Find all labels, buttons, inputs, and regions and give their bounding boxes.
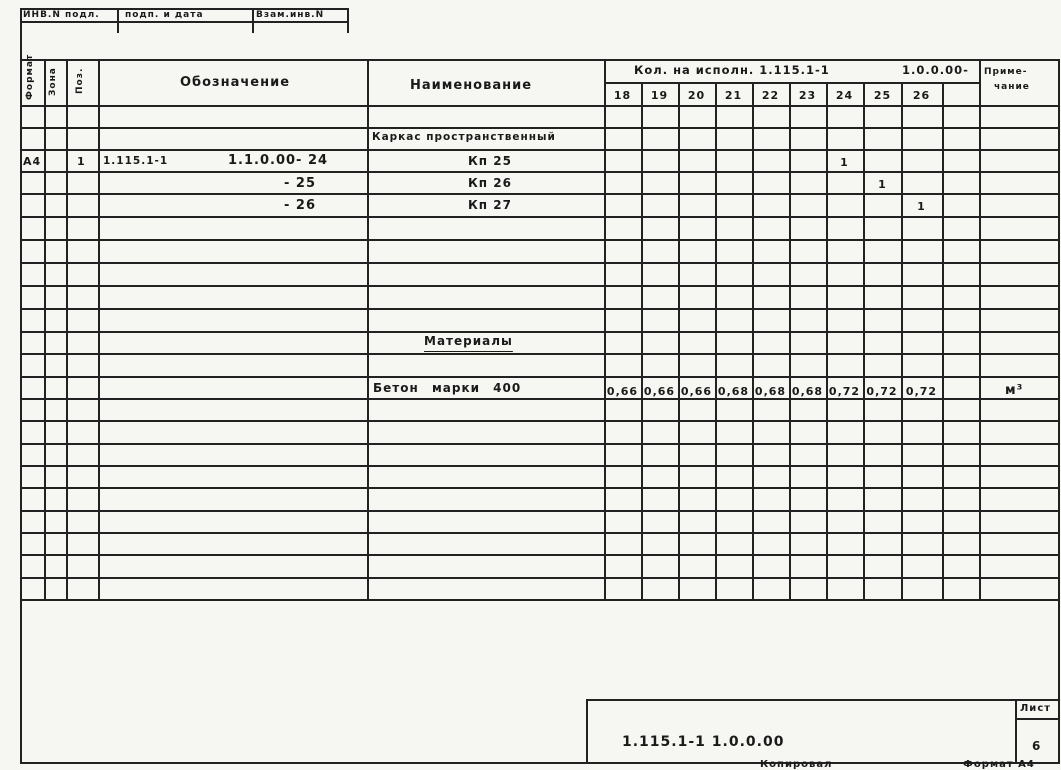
- header-exec-18: 18: [613, 89, 632, 102]
- title-block-sheet-label-line: [1015, 718, 1060, 720]
- title-block-code: 1.115.1-1 1.0.0.00: [622, 734, 785, 750]
- title-block-left: [586, 699, 588, 763]
- stamp-podp-data: подп. и дата: [125, 10, 204, 20]
- col-line-21: [752, 82, 754, 600]
- row2-qty-25: 1: [878, 178, 887, 191]
- material-value-26: 0,72: [905, 385, 938, 398]
- col-line-prim: [979, 59, 981, 600]
- row-line: [20, 285, 1060, 287]
- col-line-format: [44, 59, 46, 600]
- header-bottom-border: [20, 105, 1060, 107]
- header-subdivider: [604, 82, 980, 84]
- col-line-24: [863, 82, 865, 600]
- stamp-vzam-inv: Взам.инв.N: [256, 10, 325, 20]
- section-title: Каркас пространственный: [372, 131, 556, 143]
- material-name: Бетон марки 400: [373, 381, 522, 395]
- col-line-25: [901, 82, 903, 600]
- col-line-18: [641, 82, 643, 600]
- col-line-19: [678, 82, 680, 600]
- col-line-naim: [604, 59, 606, 600]
- row1-format: А4: [23, 155, 42, 168]
- header-exec-23: 23: [798, 89, 817, 102]
- row1-poz: 1: [77, 155, 86, 168]
- material-value-24: 0,72: [828, 385, 861, 398]
- header-exec-22: 22: [761, 89, 780, 102]
- footer-copied: Копировал: [760, 759, 833, 770]
- col-line-20: [715, 82, 717, 600]
- footer-format: Формат А4: [963, 759, 1035, 770]
- row-line: [20, 554, 1060, 556]
- material-value-22: 0,68: [754, 385, 787, 398]
- header-poz: Поз.: [75, 67, 85, 94]
- col-line-23: [826, 82, 828, 600]
- row-line: [20, 465, 1060, 467]
- row1-code-prefix: 1.115.1-1: [103, 155, 169, 167]
- row-line: [20, 376, 1060, 378]
- header-exec-20: 20: [687, 89, 706, 102]
- row-line: [20, 149, 1060, 151]
- row2-name: Кп 26: [468, 176, 512, 190]
- row-line: [20, 510, 1060, 512]
- title-block-sheet-label: Лист: [1020, 703, 1052, 714]
- row-line: [20, 532, 1060, 534]
- col-line-zona: [66, 59, 68, 600]
- header-kol-code: 1.0.0.00-: [902, 63, 969, 77]
- row-line: [20, 216, 1060, 218]
- title-block-top: [586, 699, 1060, 701]
- material-value-19: 0,66: [643, 385, 676, 398]
- stamp-border-left: [20, 8, 22, 33]
- row3-name: Кп 27: [468, 198, 512, 212]
- row2-code: - 25: [284, 176, 317, 191]
- row-line: [20, 239, 1060, 241]
- header-exec-26: 26: [912, 89, 931, 102]
- col-line-oboz: [367, 59, 369, 600]
- header-exec-25: 25: [873, 89, 892, 102]
- row1-code: 1.1.0.00- 24: [228, 153, 329, 168]
- frame-right-border: [1058, 59, 1060, 763]
- row1-name: Кп 25: [468, 154, 512, 168]
- header-format: Формат: [25, 53, 35, 100]
- header-kol-title: Кол. на исполн. 1.115.1-1: [634, 63, 830, 77]
- row3-code: - 26: [284, 198, 317, 213]
- col-line-22: [789, 82, 791, 600]
- table-top-border: [20, 59, 1060, 61]
- stamp-divider-2: [252, 8, 254, 33]
- row-line: [20, 420, 1060, 422]
- row-line: [20, 171, 1060, 173]
- stamp-border-mid: [20, 21, 348, 23]
- row-line: [20, 262, 1060, 264]
- material-unit: м³: [1005, 383, 1024, 398]
- header-exec-21: 21: [724, 89, 743, 102]
- header-primechanie-2: чание: [994, 82, 1030, 92]
- material-value-25: 0,72: [866, 385, 898, 398]
- row-line: [20, 193, 1060, 195]
- material-value-20: 0,66: [680, 385, 713, 398]
- stamp-border-right: [347, 8, 349, 33]
- materials-title: Материалы: [424, 334, 513, 348]
- row1-qty-24: 1: [840, 156, 849, 169]
- material-value-21: 0,68: [717, 385, 750, 398]
- row-line: [20, 331, 1060, 333]
- header-zona: Зона: [48, 67, 58, 96]
- row3-qty-26: 1: [917, 200, 926, 213]
- header-exec-19: 19: [650, 89, 669, 102]
- stamp-divider-1: [117, 8, 119, 33]
- material-value-23: 0,68: [791, 385, 824, 398]
- header-naimenovanie: Наименование: [410, 78, 533, 93]
- col-line-26: [942, 82, 944, 600]
- row-line: [20, 308, 1060, 310]
- row-line: [20, 353, 1060, 355]
- row-line: [20, 127, 1060, 129]
- header-exec-24: 24: [835, 89, 854, 102]
- header-oboznachenie: Обозначение: [180, 75, 291, 90]
- title-block-sheet-number: 6: [1032, 739, 1042, 753]
- row-line: [20, 398, 1060, 400]
- header-primechanie-1: Приме-: [984, 67, 1028, 77]
- row-line: [20, 487, 1060, 489]
- row-line: [20, 599, 1060, 601]
- row-line: [20, 577, 1060, 579]
- stamp-inv-podl: ИНВ.N подл.: [23, 10, 100, 20]
- frame-bottom-border: [20, 762, 1060, 764]
- col-line-poz: [98, 59, 100, 600]
- material-value-18: 0,66: [606, 385, 639, 398]
- title-block-sheet-divider: [1015, 699, 1017, 763]
- row-line: [20, 443, 1060, 445]
